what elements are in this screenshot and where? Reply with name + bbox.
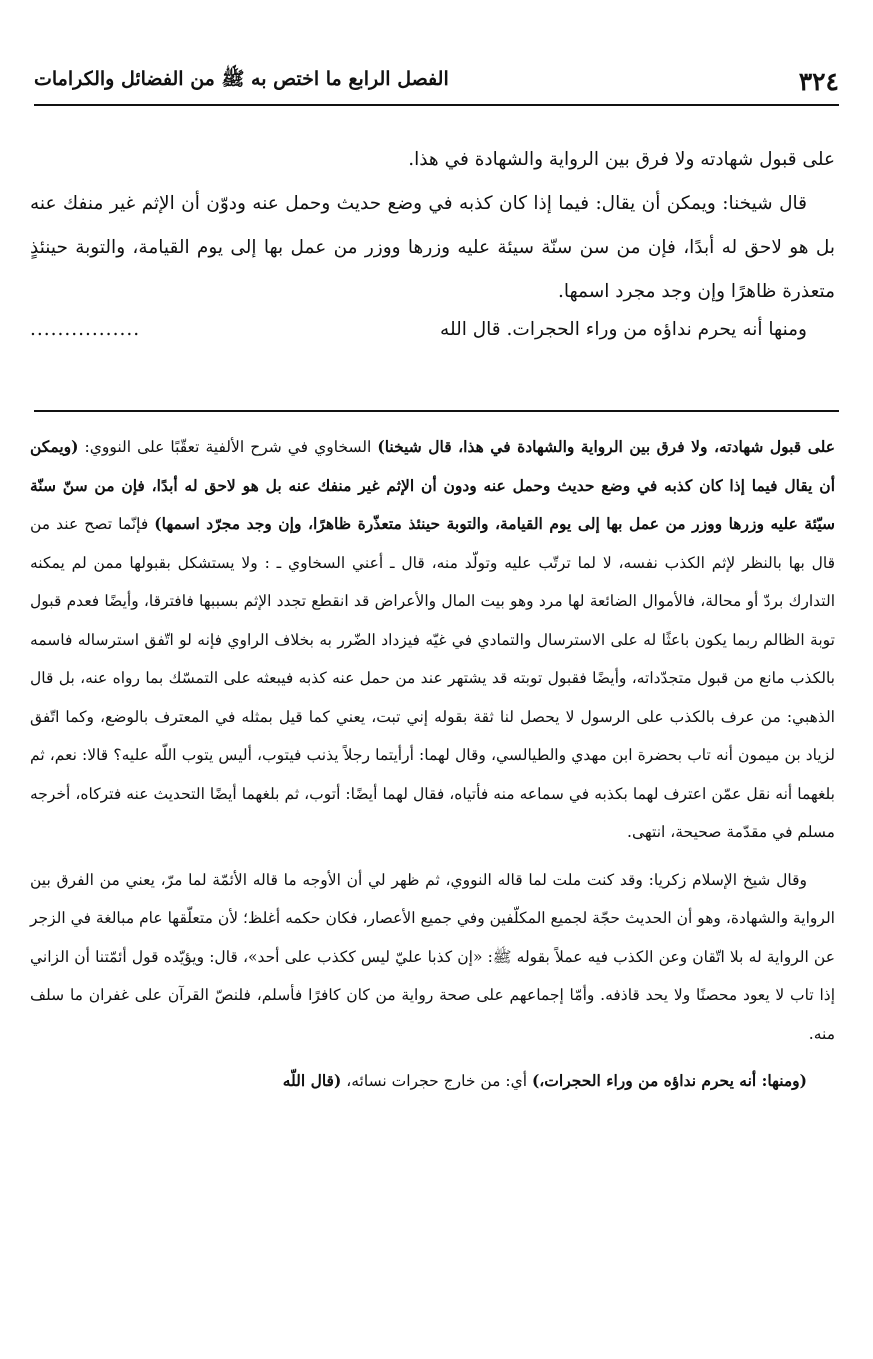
header-rule <box>34 104 839 106</box>
matn-paragraph: على قبول شهادته ولا فرق بين الرواية والشهادة في هذا. <box>408 149 835 170</box>
page-header <box>34 62 839 100</box>
running-title: الفصل الرابع ما اختص به ﷺ من الفضائل والكرامات <box>34 68 449 90</box>
quoted-text: على قبول شهادته، ولا فرق بين الرواية والشهادة في هذا، قال شيخنا) <box>377 437 835 456</box>
commentary-run: السخاوي في شرح الألفية تعقّبًا على النووي: <box>78 438 378 456</box>
page-number: ٣٢٤ <box>798 66 839 96</box>
matn-paragraph: قال شيخنا: ويمكن أن يقال: فيما إذا كان كذبه في وضع حديث وحمل عنه ودوّن أن الإثم غير منفك عنه بل هو لاحق له أبدًا، فإن من سن سنّة سيئة عليه وزرها ووزر من عمل بها إلى يوم القيامة، والتوبة حينئذٍ متعذرة ظاهرًا وإن وجد مجرد اسمها. <box>30 193 835 302</box>
commentary-paragraph: وقال شيخ الإسلام زكريا: وقد كنت ملت لما قاله النووي، ثم ظهر لي أن الأوجه ما قاله الأئمّة لما مرّ، يعني من الفرق بين الرواية والشهادة، وهو أن الحديث حجّة لجميع المكلّفين وفي جميع الأعصار، فكان حكمه أغلظ؛ لأن متعلّقها عام مبالغة في الزجر عن الرواية له بلا اتّقان وعن الكذب فيه عملاً بقوله ﷺ: «إن كذبا عليّ ليس ككذب على أحد»، قال: ويؤيّده قول أئمّتنا أن الزاني إذا تاب لا يعود محصنًا ولا يحد قاذفه. وأمّا إجماعهم على صحة رواية من كان كافرًا فأسلم، فلنصّ القرآن على غفران ما سلف منه. <box>30 870 835 1043</box>
quoted-text: (ويمكن أن يقال فيما إذا كان كذبه في وضع حديث وحمل عنه ودون أن الإثم غير منفك عنه بل هو لاحق له أبدًا، فإن من سنّ سنّة سيّئة عليه وزرها ووزر من عمل بها إلى يوم القيامة، والتوبة حينئذ متعذّرة ظاهرًا، وإن وجد مجرّد اسمها) <box>30 437 835 533</box>
commentary-paragraph <box>30 1062 835 1101</box>
matn-last-line: ومنها أنه يحرم نداؤه من وراء الحجرات. قال الله <box>440 319 807 340</box>
commentary-divider <box>34 410 839 412</box>
commentary-run: فإنّما تصح عند من قال بها بالنظر لإثم الكذب نفسه، لا لما ترتّب عليه وتولّد منه، قال ـ أعني السخاوي ـ : ولا يستشكل بقبولها ممن لم يمكنه التدارك بردّ أو محالة، فالأموال الضائعة لها مرد وهو بيت المال والأعراض قد انقطع تجدد الإثم بسببها فافترقا، وأيضًا فعدم قبول توبة الظالم ربما يكون باعثًا له على الاسترسال والتمادي في غيّه فيزداد الضّرر به بخلاف الراوي فإنه لو اتّفق استرساله فاسمه بالكذب مانع من قبول متجدّداته، وأيضًا فقبول توبته قد يشتهر عند من حمل عنه كذبه فيبعثه على التمسّك بما رواه عنه، بل قال الذهبي: من عرف بالكذب على الرسول لا يحصل لنا ثقة بقوله إني تبت، يعني كما قيل بمثله في المعترف بالوضع، وكما اتّفق لزياد بن ميمون أنه تاب بحضرة ابن مهدي والطيالسي، وقال لهما: أرأيتما رجلاً يذنب فيتوب، أليس يتوب اللّه عليه؟ قالا: نعم، ثم بلغهما أنه نقل عمّن اعترف لهما بكذبه في سماعه منه فأتياه، فقال لهما أيضًا: أتوب، ثم بلغهما أيضًا التحديث عنه فتركاه، أخرجه مسلم في مقدّمة صحيحة، انتهى. <box>30 515 835 841</box>
commentary-text <box>30 428 835 1101</box>
commentary-run: أي: من خارج حجرات نسائه، <box>341 1072 532 1090</box>
continuation-dots: ................ <box>30 319 141 340</box>
matn-paragraph-last <box>30 308 835 352</box>
main-text <box>30 138 835 352</box>
quoted-text: (ومنها: أنه يحرم نداؤه من وراء الحجرات،) <box>531 1071 807 1090</box>
quoted-text: (قال اللّه <box>282 1071 342 1090</box>
commentary-paragraph <box>30 428 835 852</box>
